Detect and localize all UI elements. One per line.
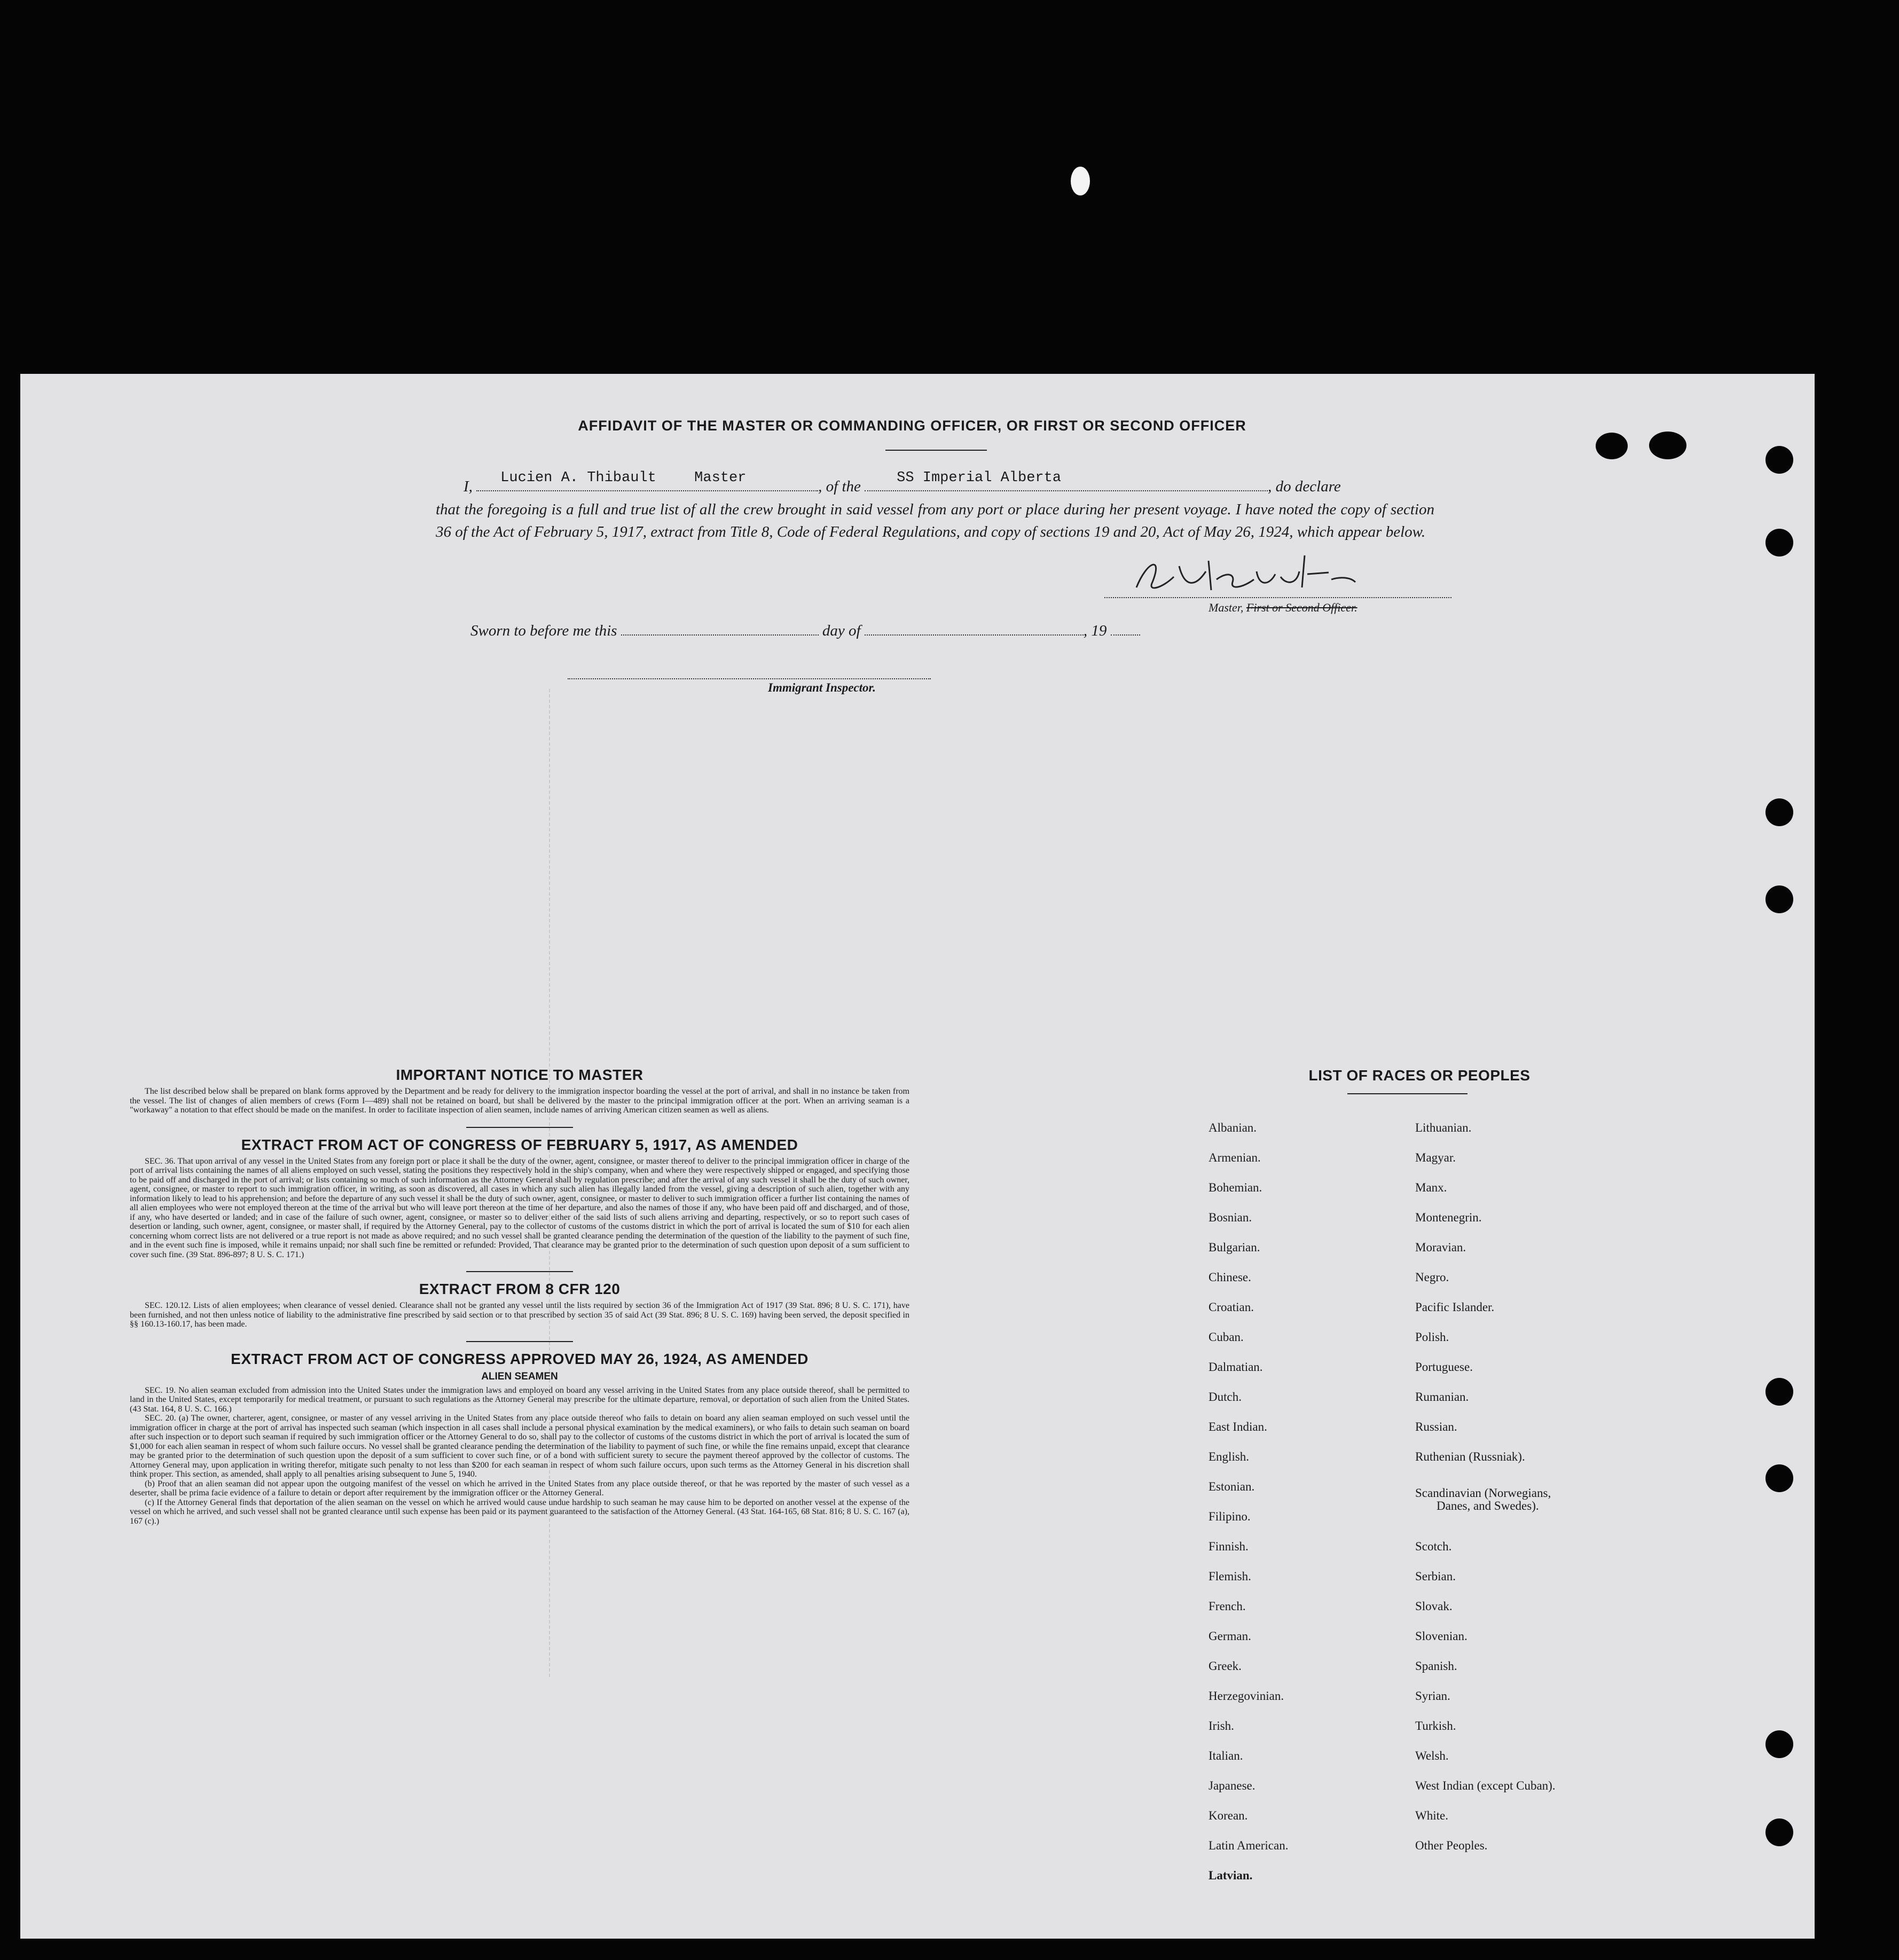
race-item: Flemish. [1209,1570,1251,1583]
race-item: Ruthenian (Russniak). [1415,1450,1525,1463]
race-item: Dutch. [1209,1390,1242,1404]
extract-cfr-title: EXTRACT FROM 8 CFR 120 [419,1281,621,1297]
vessel-name: SS Imperial Alberta [897,470,1062,486]
year-label: , 19 [1083,622,1107,639]
section-rule [466,1341,573,1342]
race-item: Irish. [1209,1719,1234,1732]
race-item: Italian. [1209,1749,1243,1762]
race-item: English. [1209,1450,1250,1463]
declaration-i: I, [464,478,473,495]
race-item: German. [1209,1629,1251,1643]
ink-blot [1649,432,1686,459]
sig-struck: First or Second Officer. [1246,601,1357,614]
master-name: Lucien A. Thibault [500,470,656,486]
punch-hole [1765,1378,1793,1406]
race-item: Polish. [1415,1330,1449,1344]
signature-caption [1209,601,1357,615]
section-rule [466,1127,573,1128]
ink-blot [1596,433,1628,459]
punch-hole [1765,1464,1793,1492]
race-item: Slovak. [1415,1600,1453,1613]
declare-label: , do declare [1268,478,1341,495]
extract-1917-title: EXTRACT FROM ACT OF CONGRESS OF FEBRUARY 5, 1917, AS AMENDED [241,1136,798,1153]
race-item: Montenegrin. [1415,1211,1482,1224]
day-of-label: day of [822,622,861,639]
race-item: Chinese. [1209,1271,1251,1284]
race-item: Armenian. [1209,1151,1261,1164]
races-title: LIST OF RACES OR PEOPLES [1308,1067,1531,1084]
race-item: Lithuanian. [1415,1121,1472,1134]
extract-1924-title: EXTRACT FROM ACT OF CONGRESS APPROVED MAY 26, 1924, AS AMENDED [231,1350,809,1367]
race-item: Other Peoples. [1415,1839,1488,1852]
race-item: Russian. [1415,1420,1457,1433]
race-item: Pacific Islander. [1415,1300,1495,1314]
name-field [476,470,818,491]
race-item: Serbian. [1415,1570,1456,1583]
race-item: Negro. [1415,1271,1449,1284]
inspector-caption: Immigrant Inspector. [768,681,876,694]
race-item: East Indian. [1209,1420,1267,1433]
punch-hole [1765,1730,1793,1758]
race-item: Finnish. [1209,1540,1249,1553]
race-item: Korean. [1209,1809,1248,1822]
race-item: Scandinavian (Norwegians, [1415,1486,1551,1500]
sworn-line [470,620,1140,642]
punch-hole [1765,885,1793,913]
signature-line [1104,597,1451,598]
punch-hole [1765,529,1793,556]
race-item: Croatian. [1209,1300,1254,1314]
title-rule [885,450,987,451]
sig-master: Master, [1209,601,1244,614]
race-item: Spanish. [1415,1659,1457,1673]
race-item: West Indian (except Cuban). [1415,1779,1556,1792]
sec-20a-paragraph: SEC. 20. (a) The owner, charterer, agent, consignee, or master of any vessel arriving in the United States from any place outside thereof who fails to detain on board any alien seaman employed on such vessel until the immigration officer in charge at the port of arrival has inspected such seaman (which inspection in all cases shall include a personal physical examination by the medical examiners), or who fails to detain such seaman on board after such inspection or to deport such seaman if required by such immigration officer or the Attorney General to do so, shall pay to the collector of customs of the customs district in which the port of arrival is located the sum of $1,000 for each alien seaman in respect of whom such failure occurs. No vessel shall be granted clearance pending the determination of the liability to payment of such fine, or while the fine remains unpaid, except that clearance may be granted prior to the determination of such question upon the deposit of a sum sufficient to cover such fine, or of a bond with sufficient surety to secure the payment thereof approved by the collector of customs. The Attorney General may, upon application in writing therefor, mitigate such penalty to not less than $200 for each seaman in respect of whom such failure occurs, upon such terms as the Attorney General in his discretion shall think proper. This section, as amended, shall apply to all penalties arising subsequent to June 5, 1940. [130,1414,909,1479]
race-item: Dalmatian. [1209,1360,1263,1374]
race-item: Portuguese. [1415,1360,1473,1374]
notice-text: The list described below shall be prepared on blank forms approved by the Department and be ready for delivery to the immigration inspector boarding the vessel at the port of arrival, and shall in no instance be taken from the vessel. The list of changes of alien members of crews (Form I—489) shall not be retained on board, but shall be delivered by the master to the principal immigration officer at the port. When an arriving seaman is a "workaway" a notation to that effect should be made on the manifest. In order to facilitate inspection of alien seamen, include names of arriving American citizen seamen as well as aliens. [130,1087,909,1115]
race-item: Manx. [1415,1181,1447,1194]
extract-1917-text: SEC. 36. That upon arrival of any vessel in the United States from any foreign port or place it shall be the duty of the owner, agent, consignee, or master thereof to deliver to the principal immigration officer in charge of the port of arrival lists containing the names of all aliens employed on such vessel, stating the positions they respectively hold in the ship's company, when and where they were respectively shipped or engaged, and specifying those to be paid off and discharged in the port of arrival; or lists containing so much of such information as the Attorney General shall by regulation prescribe; and after the arrival of any such vessel it shall be the duty of such owner, agent, consignee, or master to report to such immigration officer, in writing, as soon as discovered, all cases in which any such alien has illegally landed from the vessel, giving a description of such alien, together with any information likely to lead to his apprehension; and before the departure of any such vessel it shall be the duty of such owner, agent, consignee, or master to deliver to such immigration officer a further list containing the names of all alien employees who were not employed thereon at the time of the arrival but who will leave port thereon at the time of her departure, and also the names of those if any, who have been paid off and discharged, and of those, if any, who have deserted or landed; and in case of the failure of such owner, agent, consignee, or master so to deliver either of the said lists of such aliens arriving and departing, respectively, or so to report such cases of desertion or landing, such owner, agent, consignee, or master shall, if required by the Attorney General, pay to the collector of customs of the customs district in which the port of arrival is located the sum of $10 for each alien concerning whom correct lists are not delivered or a true report is not made as above required; and no such vessel shall be granted clearance pending the determination of the question of the liability to the payment of such fine, and in the event such fine is imposed, while it remains unpaid; nor shall such fine be remitted or refunded: Provided, That clearance may be granted prior to the determination of such question upon deposit of a sum sufficient to cover such fine. (39 Stat. 896-897; 8 U. S. C. 171.) [130,1156,909,1259]
punch-hole [1765,446,1793,474]
master-rank: Master [694,470,747,486]
document-page [20,374,1815,1939]
race-item: Slovenian. [1415,1629,1468,1643]
race-item: Greek. [1209,1659,1242,1673]
sworn-label: Sworn to before me this [470,622,617,639]
sworn-year-field [1111,634,1140,636]
section-rule [466,1271,573,1272]
inspector-line [568,678,931,679]
race-item: Welsh. [1415,1749,1449,1762]
race-item: Bulgarian. [1209,1241,1260,1254]
race-item: Cuban. [1209,1330,1244,1344]
affidavit-title: AFFIDAVIT OF THE MASTER OR COMMANDING OFFICER, OR FIRST OR SECOND OFFICER [578,418,1246,434]
extract-1924-text [130,1386,909,1526]
declaration-line [464,470,1462,498]
notice-title: IMPORTANT NOTICE TO MASTER [396,1067,644,1083]
race-item: Estonian. [1209,1480,1255,1493]
sworn-day-field [621,634,819,636]
race-item: Scotch. [1415,1540,1452,1553]
race-item: Rumanian. [1415,1390,1469,1404]
race-item: Syrian. [1415,1689,1450,1703]
extract-1924-subtitle: ALIEN SEAMEN [481,1370,558,1382]
race-item: Albanian. [1209,1121,1257,1134]
race-item: Latin American. [1209,1839,1289,1852]
declaration-body: that the foregoing is a full and true list of all the crew brought in said vessel from any port or place during her present voyage. I have noted the copy of section 36 of the Act of February 5, 1917, extract from Title 8, Code of Federal Regulations, and copy of sections 19 and 20, Act of May 26, 1924, which appear below. [436,501,1434,540]
race-item: Bohemian. [1209,1181,1262,1194]
ink-blot [1071,167,1090,195]
race-item: Latvian. [1209,1869,1253,1882]
of-the-label: , of the [818,478,861,495]
race-item: Magyar. [1415,1151,1456,1164]
race-item: Danes, and Swedes). [1437,1499,1539,1512]
extract-cfr-text: SEC. 120.12. Lists of alien employees; when clearance of vessel denied. Clearance shall not be granted any vessel until the lists required by section 36 of the Immigration Act of 1917 (39 Stat. 896; 8 U. S. C. 171), have been furnished, and not then unless notice of liability to the administrative fine prescribed by said section or to that prescribed by section 35 of said Act (39 Stat. 896; 8 U. S. C. 169) having been served, the deposit specified in §§ 160.13-160.17, has been made. [130,1301,909,1329]
sworn-month-field [865,634,1084,636]
notice-column [130,1067,909,1526]
sec-19-paragraph: SEC. 19. No alien seaman excluded from admission into the United States under the immigration laws and employed on board any vessel arriving in the United States from any place outside thereof, shall be permitted to land in the United States, except temporarily for medical treatment, or pursuant to such regulations as the Attorney General may prescribe for the ultimate departure, removal, or deportation of such alien from the United States. (43 Stat. 164, 8 U. S. C. 166.) [130,1385,909,1414]
sec-20c-paragraph: (c) If the Attorney General finds that deportation of the alien seaman on the vessel on which he arrived would cause undue hardship to such seaman he may cause him to be deported on another vessel at the expense of the vessel on which he arrived, and such vessel shall not be granted clearance until such expense has been paid or its payment guaranteed to the satisfaction of the Attorney General. (43 Stat. 164-165, 68 Stat. 816; 8 U. S. C. 167 (a), 167 (c).) [130,1498,909,1526]
race-item: French. [1209,1600,1246,1613]
signature [1115,550,1435,598]
races-title-rule [1347,1093,1468,1094]
race-item: Filipino. [1209,1510,1251,1523]
race-item: Turkish. [1415,1719,1456,1732]
punch-hole [1765,1818,1793,1846]
vessel-field [865,470,1268,491]
punch-hole [1765,798,1793,826]
race-item: Bosnian. [1209,1211,1252,1224]
race-item: Herzegovinian. [1209,1689,1284,1703]
race-item: Japanese. [1209,1779,1255,1792]
sec-20b-paragraph: (b) Proof that an alien seaman did not appear upon the outgoing manifest of the vessel on which he arrived in the United States from any place outside thereof, or that he was reported by the master of such vessel as a deserter, shall be prima facie evidence of a failure to detain or deport after requirement by the immigration officer or the Attorney General. [130,1479,909,1498]
race-item: Moravian. [1415,1241,1466,1254]
race-item: White. [1415,1809,1448,1822]
